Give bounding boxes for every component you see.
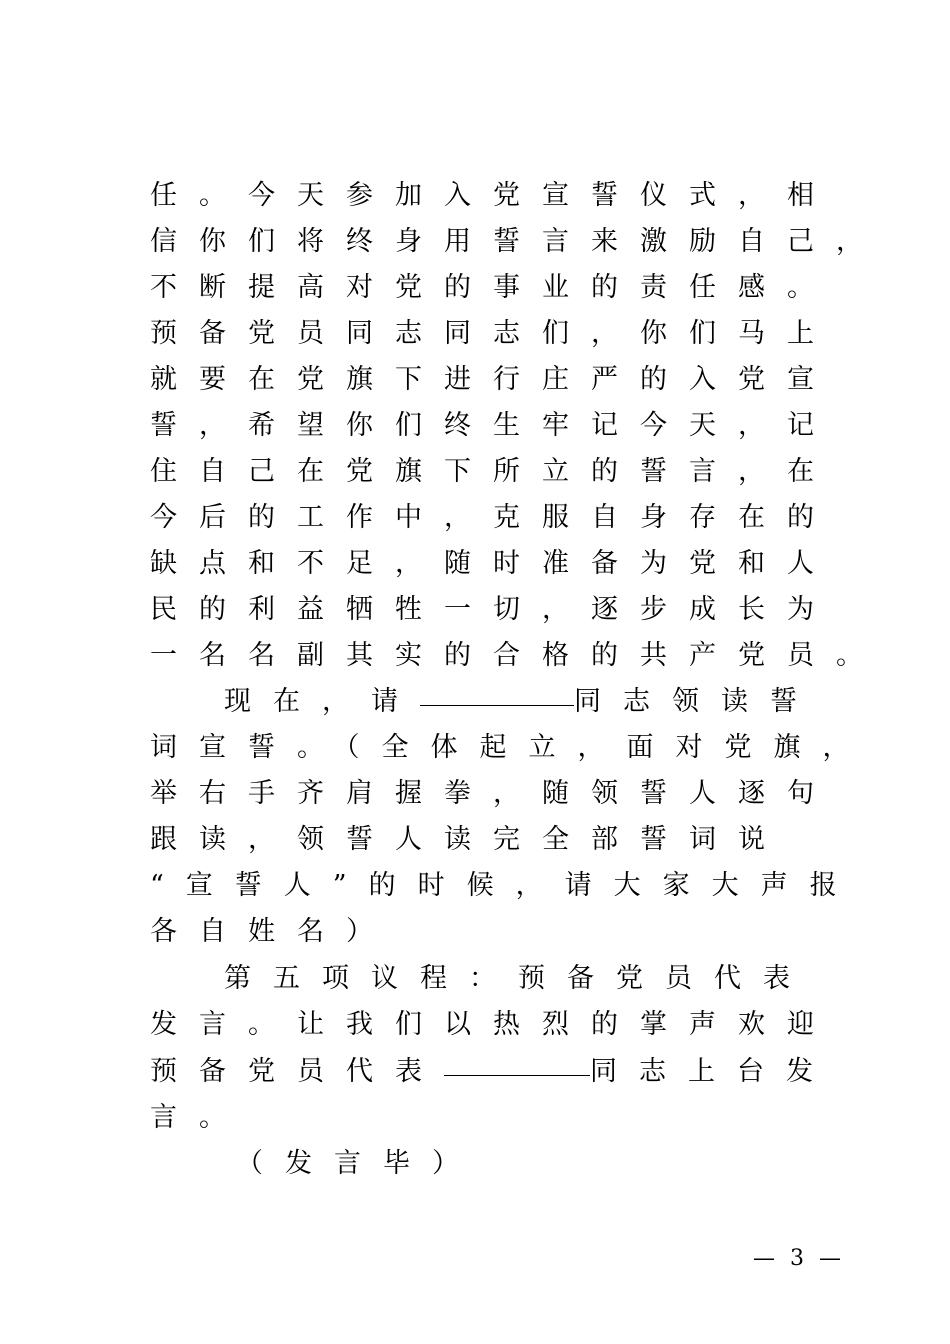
text-line: 预备党员同志同志们，你们马上 — [150, 317, 836, 349]
text-line: 任。今天参加入党宣誓仪式，相 — [150, 179, 836, 211]
page-number: — 3 — — [753, 1246, 845, 1271]
rep-line-before: 预备党员代表 — [150, 1055, 444, 1087]
text-line: 词宣誓。（全体起立，面对党旗， — [150, 731, 872, 763]
oath-line-after: 同志领读誓 — [574, 685, 819, 717]
text-line: 不断提高对党的事业的责任感。 — [150, 271, 836, 303]
text-line: 发言。让我们以热烈的掌声欢迎 — [150, 1008, 836, 1040]
text-line: 信你们将终身用誓言来激励自己， — [150, 225, 885, 257]
agenda-heading: 第五项议程：预备党员代表 — [224, 962, 812, 994]
oath-line — [224, 678, 819, 718]
oath-line-before: 现在，请 — [224, 685, 420, 717]
text-line: 民的利益牺牲一切，逐步成长为 — [150, 593, 836, 625]
rep-line-after: 同志上台发 — [590, 1055, 835, 1087]
speech-end-note: （发言毕） — [236, 1147, 481, 1179]
text-line: 今后的工作中，克服自身存在的 — [150, 501, 836, 533]
text-line: 一名名副其实的合格的共产党员。 — [150, 639, 885, 671]
text-line: 各自姓名） — [150, 915, 395, 947]
text-line: “宣誓人”的时候，请大家大声报 — [150, 869, 859, 901]
representative-line — [150, 1048, 835, 1088]
text-line: 举右手齐肩握拳，随领誓人逐句 — [150, 777, 836, 809]
name-blank — [444, 1049, 590, 1076]
text-line: 誓，希望你们终生牢记今天，记 — [150, 409, 836, 441]
text-line: 住自己在党旗下所立的誓言，在 — [150, 455, 836, 487]
text-line: 言。 — [150, 1101, 248, 1133]
text-line: 跟读，领誓人读完全部誓词说 — [150, 823, 787, 855]
text-line: 就要在党旗下进行庄严的入党宣 — [150, 363, 836, 395]
text-line: 缺点和不足，随时准备为党和人 — [150, 547, 836, 579]
name-blank — [420, 679, 574, 706]
